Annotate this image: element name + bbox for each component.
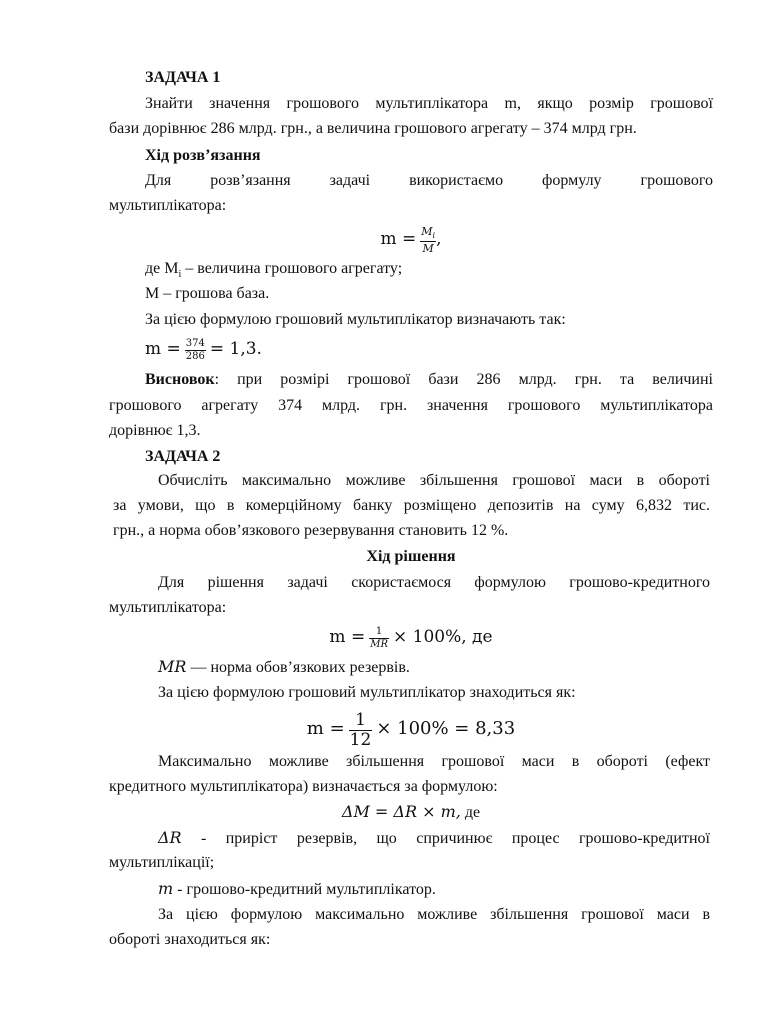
task2-condition-line1: Обчисліть максимально можливе збільшення грошової маси в обороті: [158, 472, 710, 489]
task2-solution-heading: Хід рішення: [366, 548, 456, 565]
task2-text1-line1: Для рішення задачі скористаємося формулою грошово-кредитного: [158, 574, 710, 591]
task2-title: ЗАДАЧА 2: [145, 448, 221, 465]
task1-text2: За цією формулою грошовий мультиплікатор визначають так:: [145, 311, 566, 328]
task2-formula2: m = $\frac{1}{12}$ × 100% = 8,33: [306, 709, 516, 750]
task2-condition-line2: за умови, що в комерційному банку розміщено депозитів на суму 6,832 тис.: [113, 497, 710, 514]
task2-text3-line2: кредитного мультиплікатора) визначається за формулою:: [109, 778, 498, 795]
task1-formula1: m = $\frac{M_i}{M}$ ,: [380, 225, 442, 256]
task1-formula1-fraction: $\frac{M_i}{M}$: [421, 225, 436, 256]
task1-condition-line2: бази дорівнює 286 млрд. грн., а величина грошового агрегату – 374 млрд грн.: [109, 120, 637, 137]
task1-condition-line1: Знайти значення грошового мультиплікатора m, якщо розмір грошової: [145, 95, 713, 112]
task1-text1-line2: мультиплікатора:: [109, 197, 227, 214]
task1-conclusion-line1: Висновок: при розмірі грошової бази 286 млрд. грн. та величині: [145, 371, 713, 388]
task1-conclusion-line2: грошового агрегату 374 млрд. грн. значення грошового мультиплікатора: [109, 397, 713, 414]
task2-formula2-fraction: $\frac{1}{12}$: [349, 709, 372, 750]
task2-definition-m: m - грошово-кредитний мультиплікатор.: [158, 879, 436, 898]
task2-definition-dr-line2: мультиплікації;: [109, 854, 215, 871]
task2-text4-line1: За цією формулою максимально можливе збільшення грошової маси в: [158, 906, 710, 923]
task1-conclusion-line3: дорівнює 1,3.: [109, 422, 201, 439]
task1-title: ЗАДАЧА 1: [145, 69, 221, 86]
task1-formula2: m = $\frac{374}{286}$ = 1,3.: [145, 337, 262, 362]
task2-text1-line2: мультиплікатора:: [109, 599, 227, 616]
task2-condition-line3: грн., а норма обов’язкового резервування становить 12 %.: [113, 522, 509, 539]
task2-formula3: ΔM = ΔR × m, де: [341, 802, 481, 821]
task2-formula1: m = $\frac{1}{MR}$ × 100%, де: [329, 625, 493, 650]
task2-text3-line1: Максимально можливе збільшення грошової маси в обороті (ефект: [158, 753, 710, 770]
task2-definition-dr-line1: ΔR - приріст резервів, що спричинює процес грошово-кредитної: [158, 828, 710, 847]
task1-definition-mi: де $M_i$ – величина грошового агрегату;: [145, 260, 403, 281]
task1-solution-heading: Хід розв’язання: [145, 147, 261, 164]
task1-text1-line1: Для розв’язання задачі використаємо формулу грошового: [145, 172, 713, 189]
task2-definition-mr: MR — норма обов’язкових резервів.: [158, 657, 410, 676]
task1-definition-m: M – грошова база.: [145, 285, 270, 302]
task2-formula1-fraction: $\frac{1}{MR}$: [370, 625, 388, 650]
task2-text2: За цією формулою грошовий мультиплікатор знаходиться як:: [158, 684, 576, 701]
task1-formula2-fraction: $\frac{374}{286}$: [185, 337, 205, 362]
task2-text4-line2: обороті знаходиться як:: [109, 931, 271, 948]
